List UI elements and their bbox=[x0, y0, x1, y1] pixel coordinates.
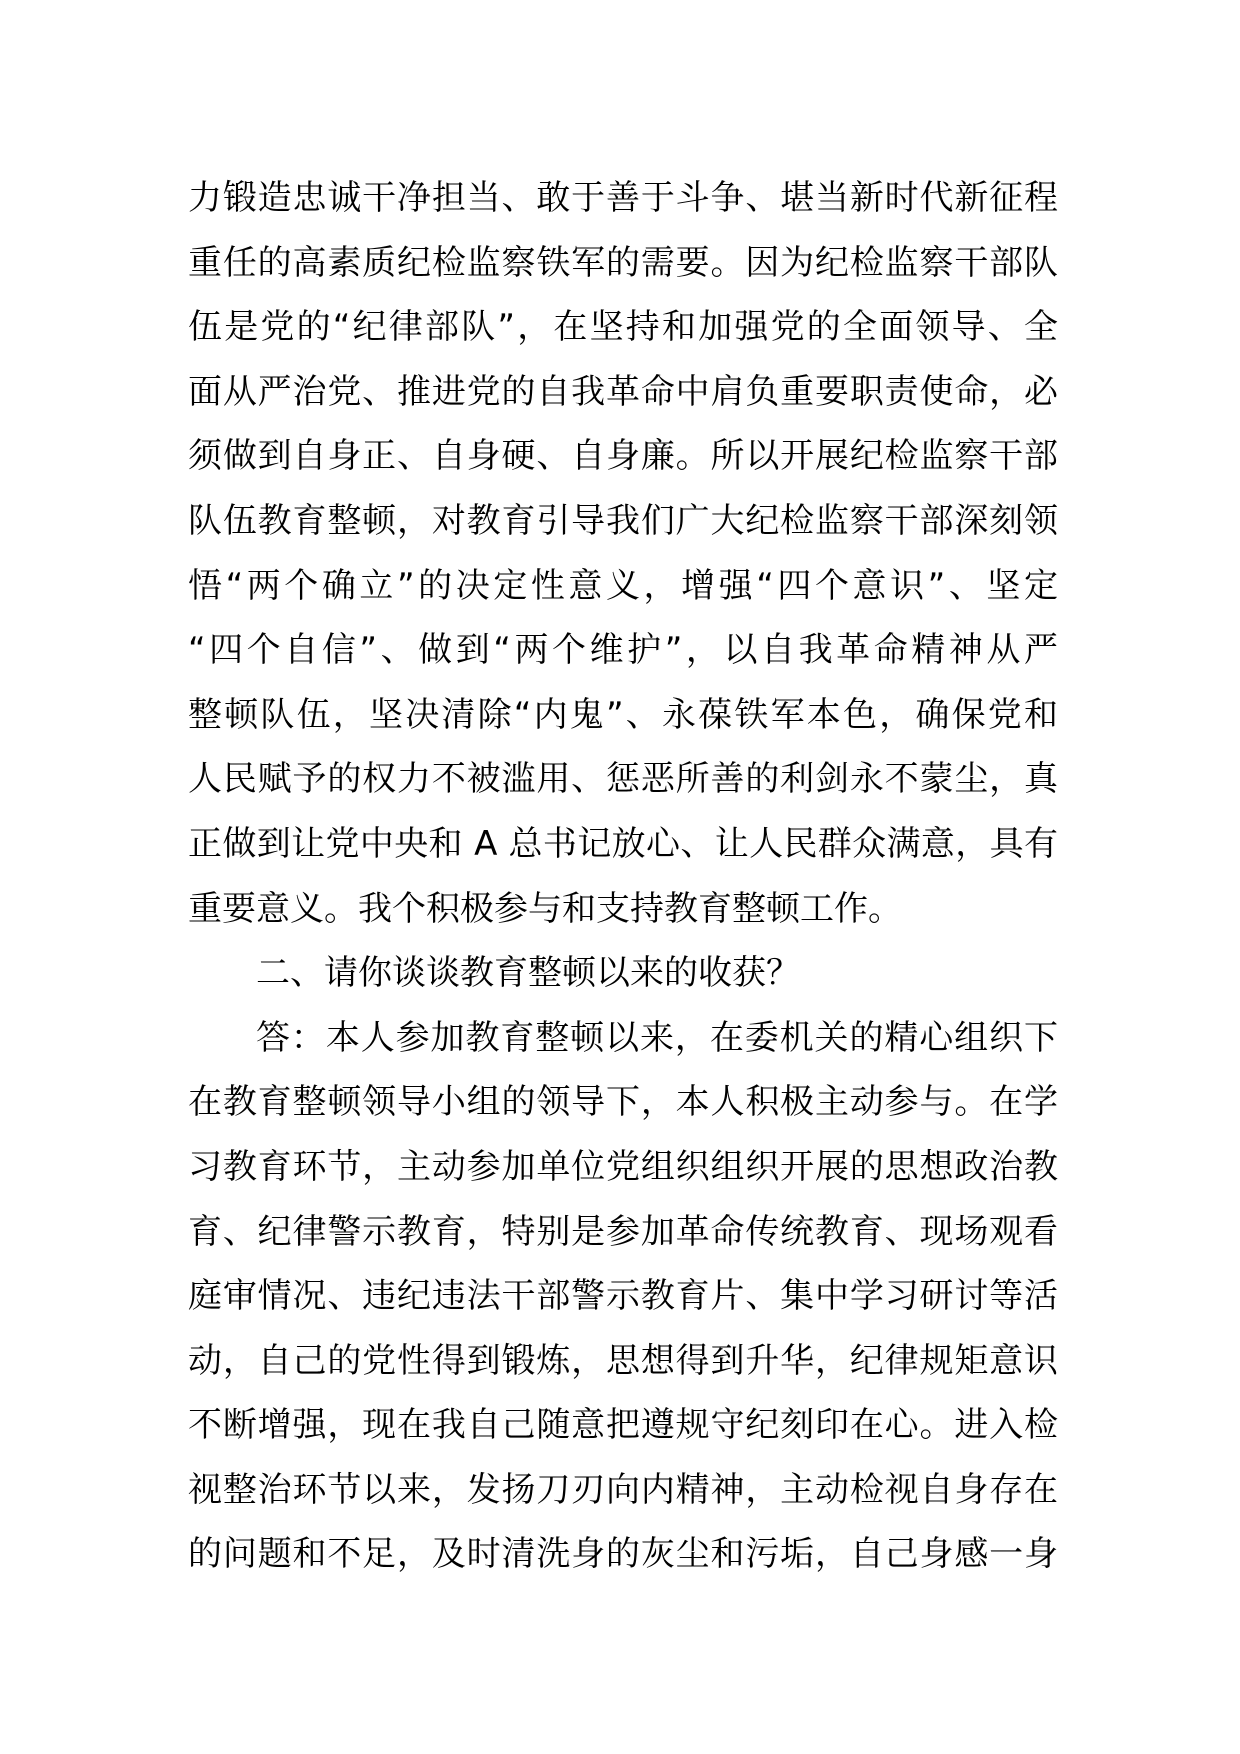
text-line: 面从严治党、推进党的自我革命中肩负重要职责使命，必 bbox=[188, 371, 1058, 412]
text-line: 力锻造忠诚干净担当、敢于善于斗争、堪当新时代新征程 bbox=[188, 178, 1058, 218]
text-line: 悟“两个确立”的决定性意义，增强“四个意识”、坚定 bbox=[188, 565, 1058, 606]
text-line: 不断增强，现在我自己随意把遵规守纪刻印在心。进入检 bbox=[188, 1405, 1058, 1446]
paragraph-end-line: 重要意义。我个积极参与和支持教育整顿工作。 bbox=[188, 888, 902, 929]
text-line: 伍是党的“纪律部队”，在坚持和加强党的全面领导、全 bbox=[188, 307, 1058, 348]
text-line: 正做到让党中央和 A 总书记放心、让人民群众满意，具有 bbox=[188, 823, 1058, 864]
text-line: “四个自信”、做到“两个维护”，以自我革命精神从严 bbox=[188, 630, 1058, 671]
section-heading: 二、请你谈谈教育整顿以来的收获？ bbox=[256, 953, 800, 994]
text-line: 动，自己的党性得到锻炼，思想得到升华，纪律规矩意识 bbox=[188, 1340, 1058, 1381]
text-line: 重任的高素质纪检监察铁军的需要。因为纪检监察干部队 bbox=[188, 242, 1058, 283]
text-line: 人民赋予的权力不被滥用、惩恶所善的利剑永不蒙尘，真 bbox=[188, 759, 1058, 800]
text-line: 育、纪律警示教育，特别是参加革命传统教育、现场观看 bbox=[188, 1211, 1058, 1252]
text-line: 须做到自身正、自身硬、自身廉。所以开展纪检监察干部 bbox=[188, 436, 1058, 477]
text-line: 的问题和不足，及时清洗身的灰尘和污垢，自己身感一身 bbox=[188, 1534, 1058, 1575]
text-line: 在教育整顿领导小组的领导下，本人积极主动参与。在学 bbox=[188, 1082, 1058, 1123]
text-line: 庭审情况、违纪违法干部警示教育片、集中学习研讨等活 bbox=[188, 1276, 1058, 1317]
body-text bbox=[188, 166, 1058, 1587]
text-line: 整顿队伍，坚决清除“内鬼”、永葆铁军本色，确保党和 bbox=[188, 694, 1058, 735]
text-line: 队伍教育整顿，对教育引导我们广大纪检监察干部深刻领 bbox=[188, 500, 1058, 541]
text-line: 习教育环节，主动参加单位党组织组织开展的思想政治教 bbox=[188, 1146, 1058, 1187]
answer-first-line: 答：本人参加教育整顿以来，在委机关的精心组织下 bbox=[256, 1017, 1058, 1058]
text-line: 视整治环节以来，发扬刀刃向内精神，主动检视自身存在 bbox=[188, 1469, 1058, 1510]
